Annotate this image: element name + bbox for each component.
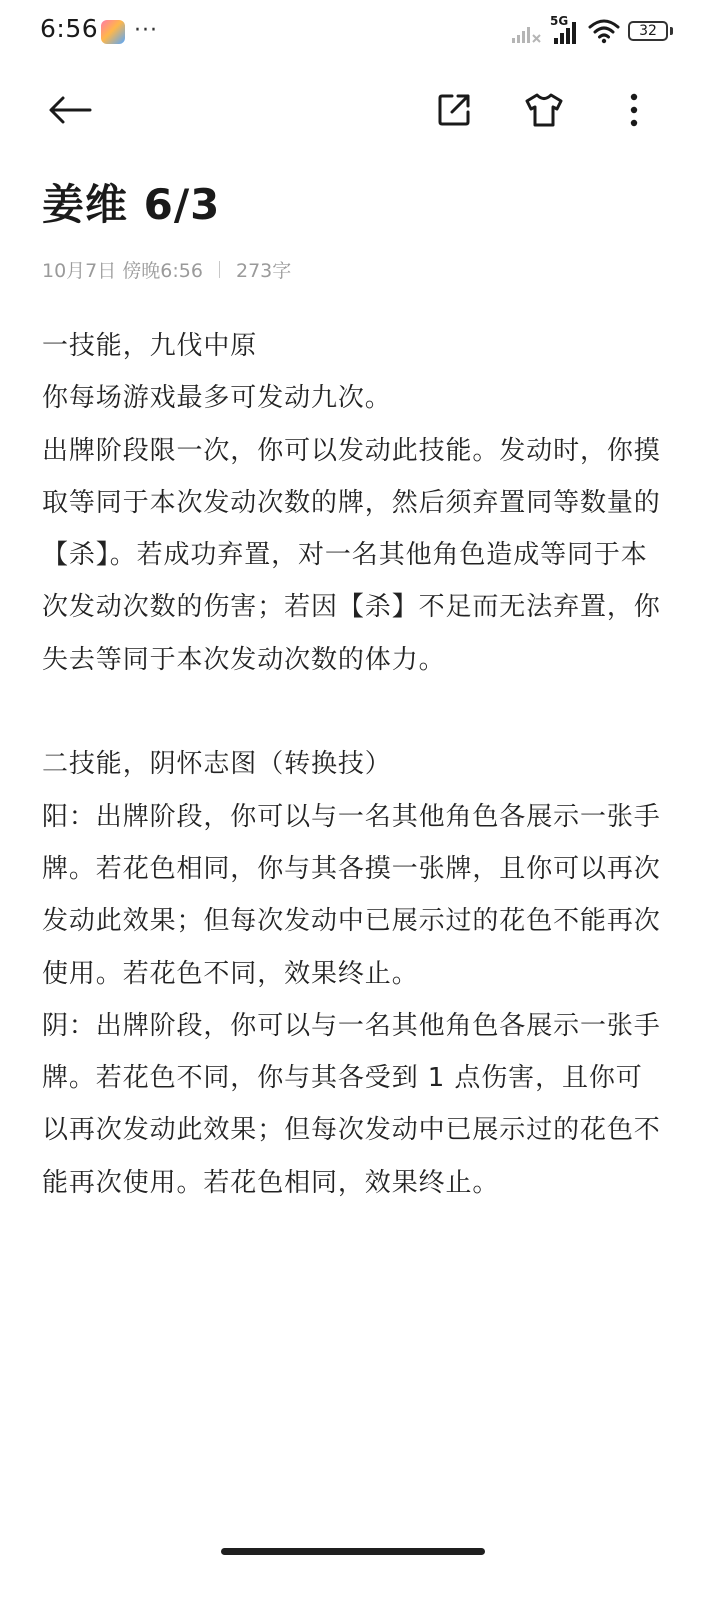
more-options-button[interactable] <box>604 80 664 140</box>
back-button[interactable] <box>40 80 100 140</box>
gallery-app-icon <box>101 20 125 44</box>
note-paragraph: 阳：出牌阶段，你可以与一名其他角色各展示一张手牌。若花色相同，你与其各摸一张牌，且你可以再次发动此效果；但每次发动中已展示过的花色不能再次使用。若花色不同，效果终止。 <box>42 801 661 989</box>
battery-level: 32 <box>639 23 657 39</box>
note-paragraph: 出牌阶段限一次，你可以发动此技能。发动时，你摸取等同于本次发动次数的牌，然后须弃置同等数量的【杀】。若成功弃置，对一名其他角色造成等同于本次发动次数的伤害；若因【杀】不足而无法弃置，你失去等同于本次发动次数的体力。 <box>42 435 661 675</box>
wifi-icon <box>588 18 620 44</box>
network-type-label: 5G <box>550 14 569 28</box>
theme-button[interactable] <box>514 80 574 140</box>
status-bar <box>0 0 720 64</box>
back-arrow-icon <box>48 95 92 125</box>
battery-icon <box>628 21 668 41</box>
battery-tip <box>670 27 673 35</box>
meta-divider <box>219 261 220 278</box>
note-paragraph: 二技能，阴怀志图（转换技） <box>42 749 392 780</box>
status-time: 6:56 <box>40 14 99 43</box>
signal-muted-icon <box>512 24 542 44</box>
note-blank-line <box>42 686 668 738</box>
share-icon <box>436 92 472 128</box>
note-title[interactable]: 姜维 6/3 <box>42 180 221 229</box>
note-toolbar <box>0 80 720 140</box>
home-indicator[interactable] <box>221 1548 485 1555</box>
share-button[interactable] <box>424 80 484 140</box>
note-meta <box>42 256 291 283</box>
more-vertical-icon <box>629 93 639 127</box>
note-date: 10月7日 傍晚6:56 <box>42 260 203 282</box>
note-paragraph: 阴：出牌阶段，你可以与一名其他角色各展示一张手牌。若花色不同，你与其各受到 1 点伤害，且你可以再次发动此效果；但每次发动中已展示过的花色不能再次使用。若花色相同，效果终止。 <box>42 1010 661 1198</box>
note-body[interactable] <box>42 320 668 1209</box>
note-paragraph: 一技能，九伐中原 <box>42 331 258 361</box>
note-word-count: 273字 <box>235 260 292 282</box>
notification-overflow-icon: ··· <box>134 18 158 43</box>
note-paragraph: 你每场游戏最多可发动九次。 <box>42 383 392 414</box>
tshirt-icon <box>524 92 564 128</box>
